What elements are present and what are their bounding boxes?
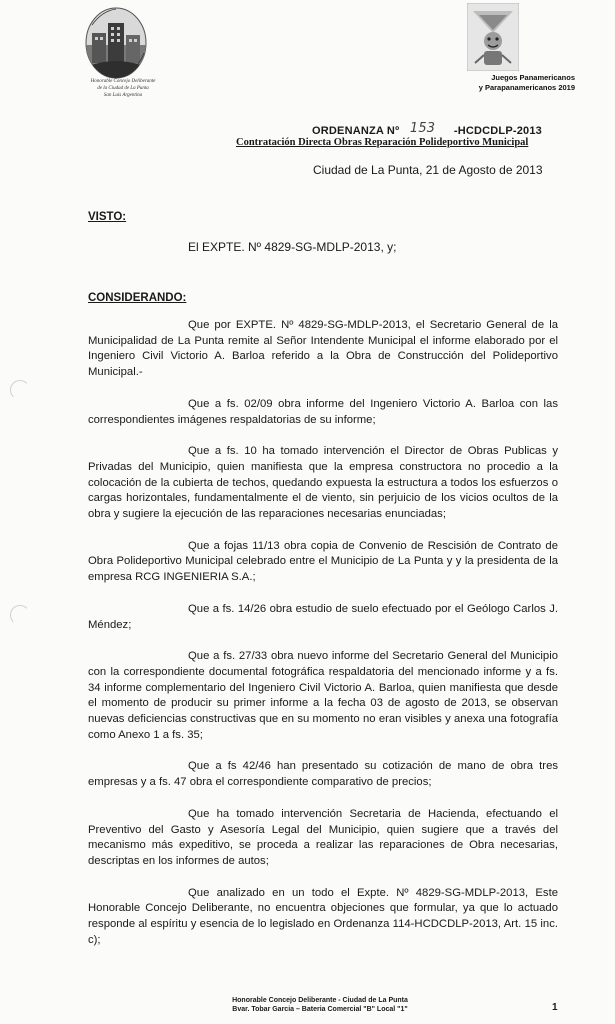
ordinance-title: [312, 123, 542, 138]
visto-text: El EXPTE. Nº 4829-SG-MDLP-2013, y;: [188, 240, 397, 254]
considerando-paragraph: Que ha tomado intervención Secretaria de Hacienda, efectuando el Preventivo del Gasto y Asesoría Legal del Municipio, quien sugiere que a través del mecanismo más expeditivo, se proceda a realizar las reparaciones de Obra necesarias, descriptas en los informes de autos;: [88, 807, 558, 867]
considerando-paragraph: Que a fojas 11/13 obra copia de Convenio de Rescisión de Contrato de Obra Polideportivo Municipal celebrado entre el Municipio de La Punta y y la presidenta de la empresa RCG INGENIERIA S.A.;: [88, 539, 558, 584]
council-caption: [78, 78, 168, 99]
punch-hole-mark: [10, 605, 30, 625]
panamerican-games-mascot-icon: [467, 3, 519, 71]
considerando-paragraph: Que a fs. 14/26 obra estudio de suelo efectuado por el Geólogo Carlos J. Méndez;: [88, 602, 558, 631]
considerando-paragraph: Que por EXPTE. Nº 4829-SG-MDLP-2013, el Secretario General de la Municipalidad de La Punta remite al Señor Intendente Municipal el informe elaborado por el Ingeniero Civil Victorio A. Barloa referido a la Obra de Construcción del Polideportivo Municipal.-: [88, 319, 558, 379]
footer-line2: Bvar. Tobar Garcia – Bateria Comercial "B" Local "1": [232, 1006, 408, 1013]
considerando-heading: CONSIDERANDO:: [88, 292, 187, 304]
ordinance-prefix: ORDENANZA Nº: [312, 125, 400, 137]
council-emblem-icon: [82, 5, 150, 81]
considerando-paragraph: Que a fs. 02/09 obra informe del Ingeniero Victorio A. Barloa con las correspondientes imágenes respaldatorias de su informe;: [88, 397, 558, 426]
considerando-body: [88, 318, 558, 965]
games-caption-line2: y Parapanamericanos 2019: [478, 83, 575, 92]
date-line: Ciudad de La Punta, 21 de Agosto de 2013: [313, 163, 543, 177]
council-caption-line: San Luis Argentina: [103, 93, 143, 98]
footer: [200, 996, 440, 1014]
ordinance-number-handwritten: 153: [409, 121, 436, 136]
ordinance-subtitle: Contratación Directa Obras Reparación Polideportivo Municipal: [236, 137, 529, 148]
council-caption-line: Honorable Concejo Deliberante: [90, 79, 156, 84]
page-number: 1: [552, 1002, 558, 1013]
considerando-paragraph: Que a fs 42/46 han presentado su cotización de mano de obra tres empresas y a fs. 47 obra el correspondiente comparativo de precios;: [88, 760, 558, 789]
punch-hole-mark: [10, 380, 30, 400]
ordinance-suffix: -HCDCDLP-2013: [453, 125, 543, 137]
footer-line1: Honorable Concejo Deliberante - Ciudad de La Punta: [232, 997, 408, 1004]
council-caption-line: de la Ciudad de La Punta: [97, 86, 149, 91]
visto-heading: VISTO:: [88, 211, 127, 223]
considerando-paragraph: Que a fs. 10 ha tomado intervención el Director de Obras Publicas y Privadas del Municipio, quien manifiesta que la empresa constructora no procedio a la colocación de la cubierta de techos, quedando expuesta la estructura a todos los esfuerzos o cargas horizontales, fundamentalmente el de viento, sin perjuicio de los vicios ocultos de la obra y sugiere la ejecución de las reparaciones necesarias enunciadas;: [88, 445, 558, 521]
games-caption: [410, 73, 575, 93]
considerando-paragraph: Que analizado en un todo el Expte. Nº 4829-SG-MDLP-2013, Este Honorable Concejo Deliberante, no encuentra objeciones que formular, ya que lo actuado responde al espíritu y esencia de lo legislado en Ordenanza 114-HCDCDLP-2013, Art. 15 inc. c);: [88, 886, 558, 946]
considerando-paragraph: Que a fs. 27/33 obra nuevo informe del Secretario General del Municipio con la correspondiente documental fotográfica respaldatoria del mencionado informe y a fs. 34 informe complementario del Ingeniero Civil Victorio A. Barloa, quien manifiesta que desde el momento de producir su primer informe a la fecha 03 de agosto de 2013, se observan nuevas deficiencias constructivas que en su momento no eran visibles y anexa una fotografía como Anexo 1 a fs. 35;: [88, 650, 558, 741]
games-caption-line1: Juegos Panamericanos: [491, 73, 575, 82]
